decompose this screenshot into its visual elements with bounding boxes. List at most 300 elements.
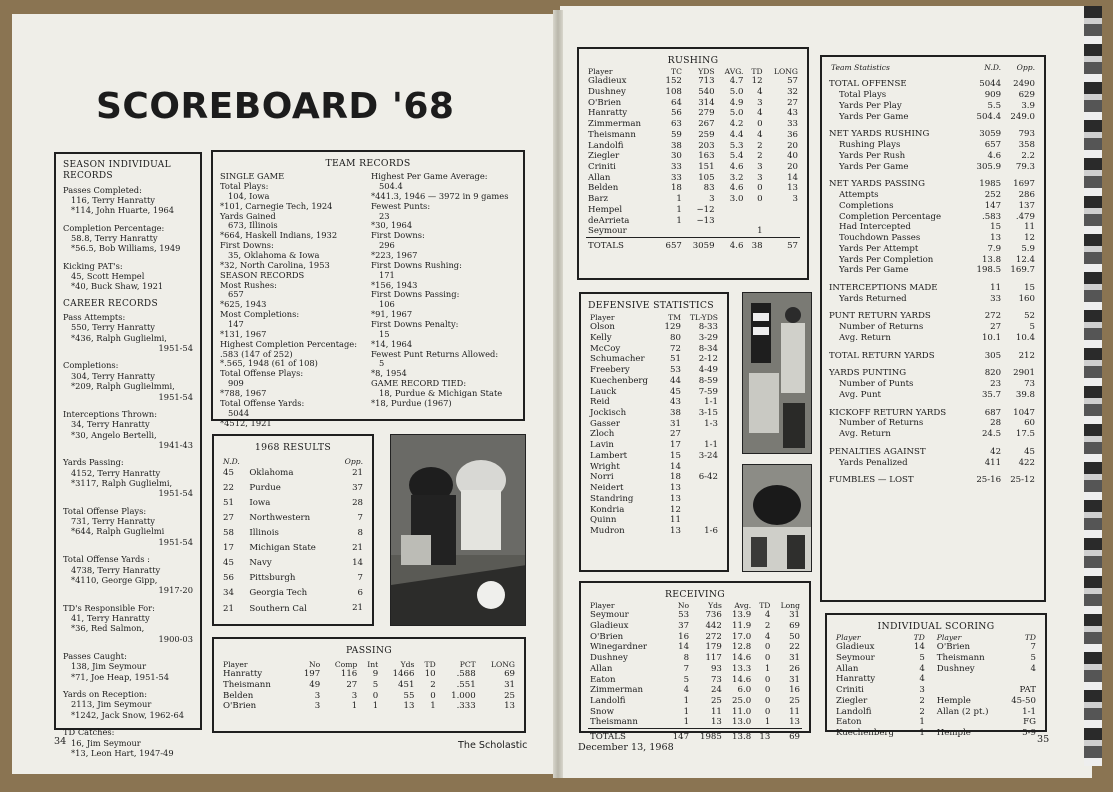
defensive-cell: 38	[670, 407, 681, 418]
result-nd-score: 45	[223, 558, 234, 569]
defensive-header-cell: TM	[668, 312, 681, 322]
team-stat-label: INTERCEPTIONS MADE	[829, 282, 938, 293]
rushing-row	[586, 141, 800, 152]
team-stat-label: Completion Percentage	[839, 211, 942, 222]
team-record-line: 18, Purdue & Michigan State	[379, 387, 503, 398]
team-stat-row	[829, 212, 1037, 223]
team-record-line: *14, 1964	[371, 338, 413, 349]
team-stat-nd: 13.8	[981, 254, 1002, 265]
receiving-cell: 53	[678, 610, 690, 621]
team-record-line: SINGLE GAME	[220, 171, 285, 182]
team-stat-opp: 73	[1024, 379, 1035, 390]
record-line: 731, Terry Hanratty	[71, 516, 155, 527]
rushing-cell: 64	[670, 97, 682, 108]
passing-cell: .551	[456, 679, 476, 690]
result-row	[221, 496, 365, 511]
team-stat-label: NET YARDS PASSING	[829, 179, 926, 190]
rushing-cell: 105	[698, 172, 715, 183]
team-stat-nd: 28	[990, 418, 1002, 429]
scoring-cell: PAT	[1019, 685, 1036, 696]
rushing-cell: deArrieta	[588, 215, 630, 226]
record-year: 1900-03	[158, 633, 193, 644]
record-entry	[63, 689, 193, 720]
record-heading: Passes Completed:	[63, 184, 142, 195]
scoring-row	[834, 642, 1038, 653]
page-headline: SCOREBOARD '68	[96, 86, 455, 127]
result-opp-score: 21	[352, 543, 363, 554]
defensive-cell: Lambert	[590, 450, 628, 461]
defensive-row	[588, 505, 720, 516]
receiving-header-cell: Yds	[708, 600, 722, 610]
team-record-line: *223, 1967	[371, 249, 418, 260]
rushing-cell: 3	[709, 194, 715, 205]
record-heading: Pass Attempts:	[63, 311, 126, 322]
team-stat-nd: 1985	[979, 179, 1002, 190]
receiving-cell: 736	[705, 610, 722, 621]
rushing-cell: 4	[757, 108, 763, 119]
result-opponent: Northwestern	[249, 513, 311, 524]
team-stat-opp: .479	[1015, 211, 1035, 222]
defensive-row	[588, 408, 720, 419]
receiving-cell: 31	[789, 674, 800, 685]
left-page-number: 34	[54, 736, 67, 747]
defensive-cell: Olson	[590, 322, 615, 333]
receiving-cell: 13	[710, 717, 722, 728]
team-stat-opp: 137	[1018, 200, 1035, 211]
rushing-cell: 13	[787, 183, 798, 194]
rushing-total-cell: 57	[765, 238, 800, 252]
receiving-cell: 69	[789, 620, 800, 631]
receiving-cell: 25	[710, 695, 722, 706]
rushing-row	[586, 205, 800, 216]
defensive-cell: 17	[670, 440, 681, 451]
team-stat-nd: 25-16	[976, 475, 1002, 486]
passing-cell: O'Brien	[223, 701, 257, 712]
rushing-total-cell: 3059	[684, 238, 717, 252]
rushing-row	[586, 183, 800, 194]
team-stat-nd: 7.9	[987, 243, 1002, 254]
rushing-cell: 152	[665, 76, 682, 87]
scoring-row	[834, 717, 1038, 728]
referee-photo	[742, 292, 812, 454]
rushing-cell: 4.6	[729, 183, 744, 194]
team-stat-opp: 15	[1024, 282, 1035, 293]
team-record-line: 5044	[228, 407, 250, 418]
team-stat-nd: 11	[990, 282, 1002, 293]
defensive-row	[588, 365, 720, 376]
defensive-cell: 11	[670, 515, 681, 526]
defensive-cell: Norri	[590, 472, 614, 483]
passing-row	[221, 691, 517, 702]
team-record-line: First Downs Passing:	[371, 289, 460, 300]
rushing-cell: Barz	[588, 194, 609, 205]
team-stat-nd: 23	[990, 379, 1002, 390]
team-stat-opp: 2901	[1013, 368, 1035, 379]
result-opp-score: 37	[352, 483, 363, 494]
result-row	[221, 571, 365, 586]
passing-cell: 3	[351, 690, 358, 701]
rushing-cell: 1	[676, 215, 682, 226]
team-stat-row	[829, 222, 1037, 233]
receiving-row	[588, 717, 802, 728]
team-record-line: *.565, 1948 (61 of 108)	[220, 358, 318, 369]
team-record-line: .583 (147 of 252)	[220, 348, 293, 359]
rushing-cell: 1	[676, 194, 682, 205]
season-records-title: SEASON INDIVIDUAL RECORDS	[63, 160, 171, 182]
team-stat-nd: 35.7	[981, 389, 1002, 400]
team-stat-opp: 39.8	[1015, 389, 1035, 400]
passing-header-cell: No	[309, 659, 321, 669]
passing-header-cell: Comp	[334, 659, 358, 669]
rushing-row	[586, 98, 800, 109]
passing-header-cell: TD	[424, 659, 436, 669]
team-stat-label: PENALTIES AGAINST	[829, 446, 926, 457]
rushing-cell: 56	[670, 108, 682, 119]
rushing-header-cell: AVG.	[724, 66, 744, 76]
team-stat-section-row	[829, 344, 1037, 362]
result-row	[221, 481, 365, 496]
result-nd-score: 51	[223, 498, 234, 509]
rushing-totals-row	[586, 238, 800, 252]
receiving-cell: 5	[683, 674, 690, 685]
rushing-cell: 163	[698, 151, 715, 162]
rushing-cell: 4.2	[729, 119, 744, 130]
rushing-box	[577, 47, 809, 280]
record-heading: TD's Responsible For:	[63, 602, 155, 613]
passing-cell: 55	[403, 690, 415, 701]
result-opponent: Navy	[249, 558, 272, 569]
defensive-cell: 14	[670, 461, 681, 472]
rushing-cell: 4	[757, 129, 763, 140]
record-entry	[63, 409, 193, 450]
receiving-cell: 14.6	[732, 653, 752, 664]
team-stat-label: Yards Per Completion	[839, 254, 934, 265]
rushing-cell: 0	[757, 183, 763, 194]
receiving-cell: 7	[683, 663, 690, 674]
receiving-cell: 4	[764, 631, 771, 642]
rushing-cell	[684, 226, 717, 237]
scoring-cell: 7	[1030, 642, 1036, 653]
receiving-cell: 0	[764, 642, 771, 653]
receiving-cell: 2	[764, 620, 771, 631]
rushing-row	[586, 151, 800, 162]
rushing-cell: 540	[698, 86, 715, 97]
team-record-line: *625, 1943	[220, 299, 267, 310]
defensive-row	[588, 451, 720, 462]
scoring-cell: Hanratty	[836, 674, 876, 685]
passing-cell: 1466	[392, 669, 415, 680]
team-stat-row	[829, 255, 1037, 266]
team-stat-label: Number of Returns	[839, 418, 924, 429]
team-record-line: *101, Carnegie Tech, 1924	[220, 200, 333, 211]
team-stat-label: FUMBLES — LOST	[829, 475, 914, 486]
rushing-row	[586, 87, 800, 98]
career-records-title: CAREER RECORDS	[63, 298, 158, 309]
defensive-header-cell: Player	[590, 312, 615, 322]
team-record-line: 909	[228, 378, 244, 389]
team-record-line: Total Plays:	[220, 180, 269, 191]
record-line: 550, Terry Hanratty	[71, 322, 155, 333]
rushing-row	[586, 119, 800, 130]
receiving-total-cell: 1985	[691, 729, 724, 743]
rushing-row	[586, 130, 800, 141]
result-opponent: Pittsburgh	[249, 573, 296, 584]
receiving-row	[588, 685, 802, 696]
result-row	[221, 511, 365, 526]
record-year: 1941-43	[158, 439, 193, 450]
team-record-line: 171	[379, 269, 395, 280]
passing-cell: 9	[372, 669, 379, 680]
rushing-row	[586, 226, 800, 237]
rushing-cell: 0	[757, 194, 763, 205]
rushing-cell: 36	[787, 129, 798, 140]
passing-cell: .588	[456, 669, 476, 680]
defensive-cell: Zloch	[590, 429, 615, 440]
team-stat-row	[829, 429, 1037, 440]
receiving-cell: 73	[710, 674, 722, 685]
record-heading: Passes Caught:	[63, 651, 127, 662]
receiving-cell: 6.0	[737, 685, 752, 696]
rushing-cell: 1	[676, 204, 682, 215]
team-record-line: *8, 1954	[371, 368, 407, 379]
defensive-cell: 12	[670, 504, 681, 515]
rushing-cell: 4.7	[729, 76, 744, 87]
rushing-cell: 108	[665, 86, 682, 97]
team-stat-nd: 24.5	[981, 429, 1002, 440]
team-stat-row	[829, 379, 1037, 390]
result-row	[221, 541, 365, 556]
team-stat-label: Yards Penalized	[839, 457, 908, 468]
team-statistics-box	[820, 55, 1046, 602]
team-stat-row	[829, 162, 1037, 173]
team-stat-row	[829, 190, 1037, 201]
defensive-title: DEFENSIVE STATISTICS	[588, 300, 714, 311]
rushing-cell: Dushney	[588, 86, 626, 97]
defensive-cell: Quinn	[590, 515, 617, 526]
rushing-cell: 33	[670, 161, 682, 172]
team-stat-row	[829, 322, 1037, 333]
rushing-cell: Belden	[588, 183, 619, 194]
passing-cell: 197	[303, 669, 321, 680]
rushing-cell: 33	[787, 119, 798, 130]
receiving-cell: 13.3	[732, 663, 752, 674]
team-stat-section-row	[829, 440, 1037, 458]
passing-header-cell: Yds	[400, 659, 415, 669]
team-record-line: 296	[379, 240, 395, 251]
defensive-cell: Kelly	[590, 332, 612, 343]
receiving-cell: 12.8	[732, 642, 752, 653]
scoring-cell: 1	[919, 717, 925, 728]
team-records-right-column	[371, 172, 516, 428]
team-record-line: 35, Oklahoma & Iowa	[228, 249, 320, 260]
defensive-cell	[683, 505, 720, 516]
defensive-cell: Neidert	[590, 483, 624, 494]
team-stat-section-row	[829, 122, 1037, 140]
result-nd-score: 56	[223, 573, 234, 584]
defensive-cell: 1-3	[704, 418, 718, 429]
defensive-cell: 3-24	[698, 450, 718, 461]
team-record-line: Most Completions:	[220, 309, 300, 320]
scoring-row	[834, 653, 1038, 664]
team-stat-nd: 305	[984, 350, 1002, 361]
result-opp-score: 21	[352, 603, 363, 614]
team-stat-opp: 52	[1024, 311, 1035, 322]
record-year: 1951-54	[158, 391, 193, 402]
team-stat-row	[829, 101, 1037, 112]
defensive-cell: 18	[670, 472, 681, 483]
team-record-line: *156, 1943	[371, 279, 418, 290]
defensive-cell: 1-1	[704, 440, 718, 451]
rushing-cell: Allan	[588, 172, 611, 183]
record-line: *71, Joe Heap, 1951-54	[71, 671, 170, 682]
team-record-line: Highest Completion Percentage:	[220, 338, 358, 349]
receiving-header-cell: Player	[590, 600, 615, 610]
team-record-line: Highest Per Game Average:	[371, 171, 488, 182]
rushing-cell: 259	[698, 129, 715, 140]
scoring-cell	[1003, 674, 1038, 685]
defensive-cell: Lauck	[590, 386, 617, 397]
receiving-cell: Snow	[590, 706, 614, 717]
result-nd-score: 58	[223, 528, 234, 539]
receiving-cell: 11	[789, 706, 800, 717]
passing-cell: 10	[424, 669, 436, 680]
rushing-cell	[658, 226, 684, 237]
rushing-cell: 59	[670, 129, 682, 140]
result-opp-score: 6	[357, 588, 363, 599]
scoring-cell: 4	[1030, 663, 1036, 674]
record-line: *13, Leon Hart, 1947-49	[71, 747, 174, 758]
result-opp-score: 14	[352, 558, 363, 569]
scoring-cell: 14	[913, 642, 925, 653]
rushing-cell: O'Brien	[588, 97, 622, 108]
defensive-cell: 27	[670, 429, 681, 440]
defensive-row	[588, 440, 720, 451]
team-stat-opp: 422	[1018, 457, 1035, 468]
passing-cell: 69	[504, 669, 515, 680]
defensive-cell: 51	[670, 354, 681, 365]
rushing-cell: 1	[757, 226, 763, 237]
passing-cell: 1	[372, 701, 379, 712]
rushing-cell: 4.6	[729, 161, 744, 172]
defensive-cell: Gasser	[590, 418, 621, 429]
defensive-cell: 44	[670, 375, 681, 386]
rushing-cell: 20	[787, 161, 798, 172]
rushing-row	[586, 216, 800, 227]
scoring-cell: Dushney	[936, 663, 975, 674]
defensive-row	[588, 344, 720, 355]
passing-cell: Hanratty	[223, 669, 263, 680]
team-record-line: 657	[228, 289, 244, 300]
receiving-cell: O'Brien	[590, 631, 624, 642]
team-stat-section-row	[829, 304, 1037, 322]
team-statistics-title: Team Statistics	[831, 63, 890, 72]
receiving-cell: 22	[789, 642, 800, 653]
receiving-cell: 0	[764, 695, 771, 706]
rushing-cell: 5.0	[729, 108, 744, 119]
team-statistics-table	[829, 63, 1037, 486]
defensive-cell: McCoy	[590, 343, 621, 354]
team-stat-row	[829, 151, 1037, 162]
team-record-line: Most Rushes:	[220, 279, 277, 290]
team-stat-label: Yards Per Game	[839, 161, 909, 172]
receiving-cell: 272	[705, 631, 722, 642]
receiving-total-cell: 147	[665, 729, 691, 743]
passing-header-cell: Player	[223, 659, 248, 669]
record-line: *1242, Jack Snow, 1962-64	[71, 709, 185, 720]
team-stat-nd: 5.5	[987, 100, 1002, 111]
team-stat-label: Total Plays	[839, 90, 887, 101]
rushing-cell: 5.3	[729, 140, 744, 151]
scoring-head-player: Player	[836, 632, 861, 642]
team-stat-row	[829, 333, 1037, 344]
scoring-cell: 5-9	[1022, 727, 1036, 738]
receiving-cell: 442	[705, 620, 722, 631]
team-stat-opp: 793	[1018, 129, 1035, 140]
receiving-header-cell: Long	[780, 600, 800, 610]
rushing-cell	[717, 226, 746, 237]
team-stat-opp: 160	[1018, 293, 1035, 304]
rushing-total-cell: 38	[745, 238, 764, 252]
rushing-cell: Hempel	[588, 204, 623, 215]
team-stats-head-opp: Opp.	[1016, 63, 1035, 72]
defensive-row	[588, 462, 720, 473]
team-stat-label: Number of Returns	[839, 322, 924, 333]
receiving-cell: 1	[683, 706, 690, 717]
record-heading: Total Offense Yards :	[63, 554, 150, 565]
receiving-cell: 1	[764, 717, 771, 728]
receiving-cell: 14.6	[732, 674, 752, 685]
rushing-cell	[717, 216, 746, 227]
rushing-cell: 57	[787, 76, 798, 87]
defensive-table	[588, 313, 720, 537]
passing-box	[212, 637, 526, 733]
defensive-cell: Jockisch	[590, 407, 627, 418]
team-stat-label: Avg. Return	[839, 332, 891, 343]
result-nd-score: 27	[223, 513, 234, 524]
defensive-row	[588, 322, 720, 333]
team-record-line: *131, 1967	[220, 328, 267, 339]
rushing-cell: 151	[698, 161, 715, 172]
team-stat-opp: 12	[1024, 233, 1035, 244]
rushing-row	[586, 108, 800, 119]
receiving-cell: 117	[705, 653, 722, 664]
passing-cell: 3	[314, 701, 321, 712]
passing-cell: 31	[504, 679, 515, 690]
receiving-cell: 8	[683, 653, 690, 664]
defensive-cell: Standring	[590, 493, 634, 504]
team-stat-nd: 820	[984, 368, 1002, 379]
defensive-cell: 80	[670, 332, 681, 343]
result-nd-score: 22	[223, 483, 234, 494]
results-head-opp: Opp.	[344, 456, 363, 466]
team-record-line: Total Offense Plays:	[220, 368, 304, 379]
receiving-table	[588, 601, 802, 743]
team-stat-opp: 25-12	[1010, 475, 1035, 486]
team-record-line: *441.3, 1946 — 3972 in 9 games	[371, 190, 509, 201]
defensive-cell: 13	[670, 526, 681, 537]
defensive-cell: Kuechenberg	[590, 375, 649, 386]
record-year: 1951-54	[158, 488, 193, 499]
team-stat-section-row	[829, 401, 1037, 419]
team-stat-row	[829, 201, 1037, 212]
record-heading: Interceptions Thrown:	[63, 408, 158, 419]
team-stat-nd: 504.4	[976, 111, 1002, 122]
passing-cell: 0	[430, 690, 436, 701]
receiving-cell: 37	[678, 620, 690, 631]
team-stat-opp: 1697	[1013, 179, 1035, 190]
record-line: 41, Terry Hanratty	[71, 612, 150, 623]
passing-cell: 49	[309, 679, 321, 690]
